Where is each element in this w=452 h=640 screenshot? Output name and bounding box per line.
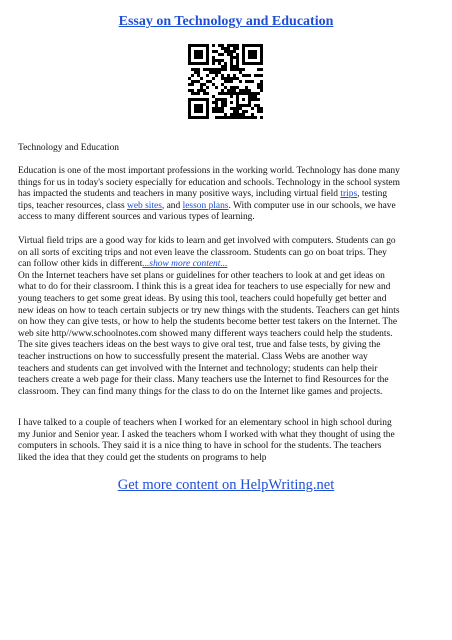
paragraph-2-line: On the Internet teachers have set plans or guidelines for other teachers to look at and get ideas on: [18, 270, 385, 281]
trips-link[interactable]: trips: [340, 189, 358, 200]
paragraph-2-line: what to do for their classroom. I think this is a great idea for teachers to use especially for new and: [18, 282, 391, 293]
paragraph-2-line: teachers create a web page for their class. Many teachers use the Internet to find Resources for the: [18, 375, 389, 386]
paragraph-1: [18, 166, 436, 224]
paragraph-2-line: teachers and students can get involved with the Internet and technology; students can help their: [18, 363, 378, 374]
web-sites-link[interactable]: web sites: [127, 200, 162, 211]
qr-code-icon: [188, 44, 263, 119]
paragraph-1-line: things for us in today's society especially for education and schools. Technology in the school system: [18, 177, 400, 188]
paragraph-2-line: teacher instructions on how to successfully present the material. Class Webs are another way: [18, 351, 368, 362]
show-more-link[interactable]: ...show more content...: [142, 259, 228, 270]
paragraph-2-line: on how they can give tests, or how to help the students become better test takers on the Internet. The: [18, 317, 398, 328]
paragraph-2-line: classroom. They can find many things for the class to do on the Internet like games and projects.: [18, 386, 383, 397]
paragraph-2: [18, 236, 436, 398]
paragraph-3-line: computers in schools. They said it is a nice thing to have in school for the students. The teachers: [18, 441, 382, 452]
text-run: has impacted the students and teachers in many positive ways, including virtual field: [18, 189, 341, 200]
paragraph-2-line: new ideas on how to teach certain subjects or try new things with the students. Teachers can get hints: [18, 305, 400, 316]
text-run: , and: [161, 200, 183, 211]
paragraph-2-line: on all sorts of exciting trips and not even leave the classroom. Students can go on boat trips. They: [18, 247, 387, 258]
paragraph-2-line: young teachers to get some great ideas. By using this tool, teachers could hopefully get better and: [18, 293, 387, 304]
text-run: , testing: [357, 189, 388, 200]
paragraph-1-line: Education is one of the most important professions in the working world. Technology has done many: [18, 166, 400, 176]
document-title[interactable]: Essay on Technology and Education: [118, 14, 334, 29]
paragraph-2-line: The site gives teachers ideas on the best ways to give oral test, true and false tests, by giving the: [18, 340, 381, 351]
lesson-plans-link[interactable]: lesson plans: [182, 200, 229, 211]
paragraph-2-line: web site http//www.schoolnotes.com showed many different ways teachers could help the students.: [18, 328, 393, 339]
paragraph-3: [18, 418, 436, 464]
paragraph-3-line: my Junior and Senior year. I asked the teachers whom I worked with what they thought of using the: [18, 429, 395, 440]
paragraph-3-line: liked the idea that they could get the students on programs to help: [18, 452, 267, 463]
paragraph-1-line: access to many different sources and various types of learning.: [18, 212, 255, 223]
paragraph-2-line: [18, 259, 436, 271]
text-run: tips, teacher resources, class: [18, 200, 128, 211]
paragraph-3-line: I have talked to a couple of teachers when I worked for an elementary school in high school during: [18, 418, 392, 428]
paragraph-2-line: Virtual field trips are a good way for kids to learn and get involved with computers. Students can go: [18, 236, 396, 246]
section-heading: Technology and Education: [18, 143, 120, 153]
paragraph-1-line: [18, 201, 436, 213]
text-run: can follow other kids in different: [18, 259, 143, 270]
text-run: . With computer use in our schools, we have: [228, 200, 396, 211]
get-more-content-link[interactable]: Get more content on HelpWriting.net: [117, 477, 335, 493]
paragraph-1-line: [18, 189, 436, 201]
